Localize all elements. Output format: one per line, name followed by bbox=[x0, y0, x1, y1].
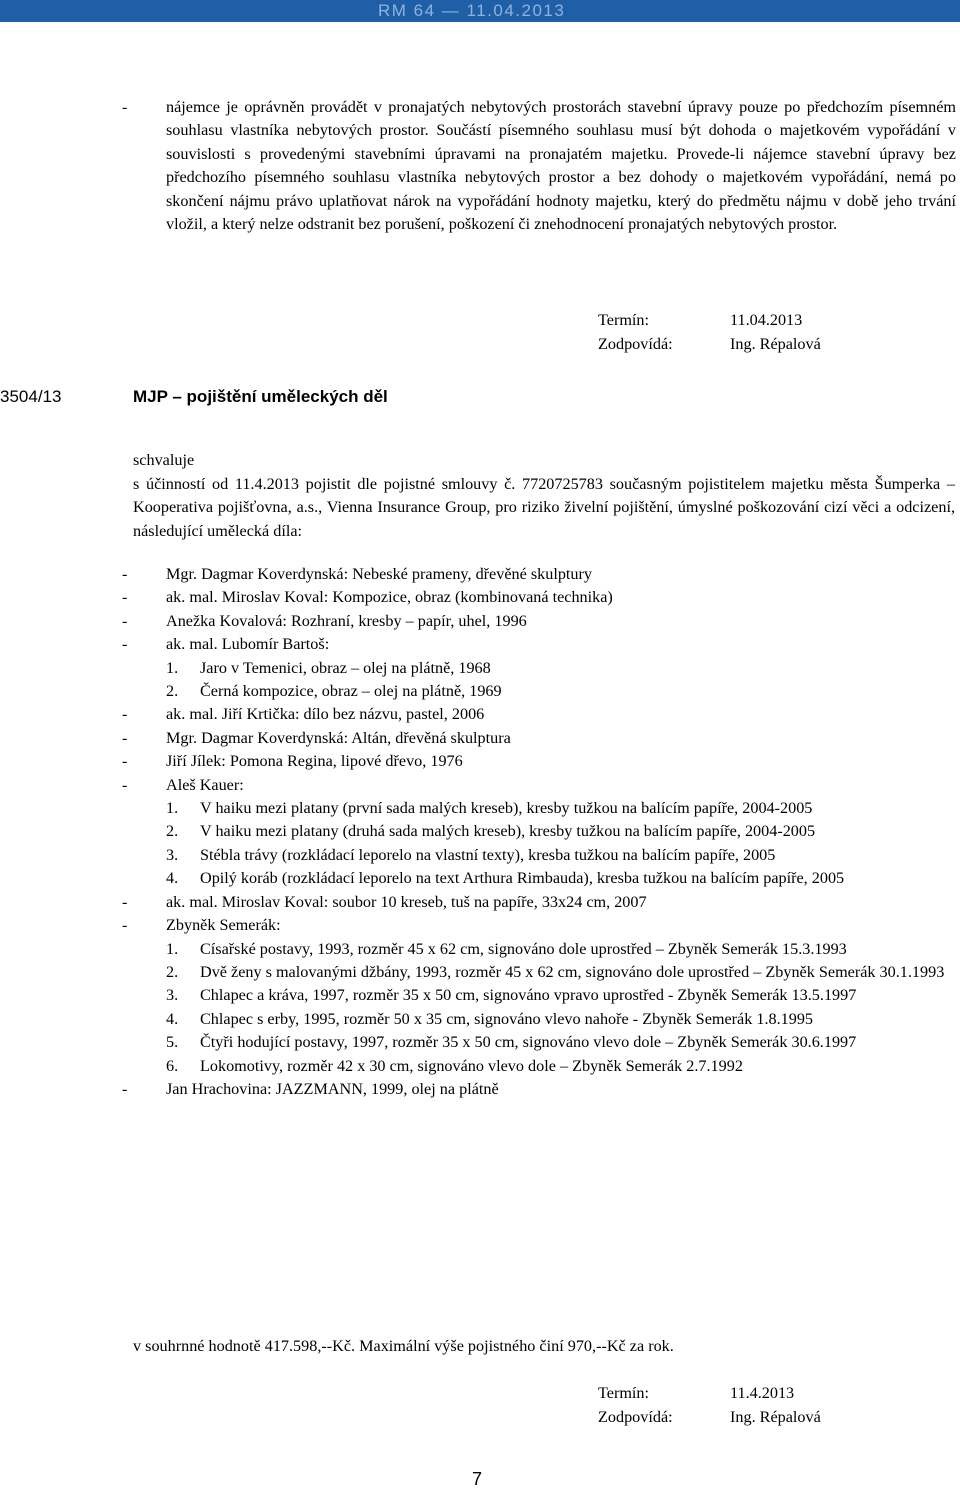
list-item-text: ak. mal. Lubomír Bartoš: bbox=[166, 635, 330, 654]
sub-item-number: 4. bbox=[166, 1009, 179, 1028]
item-number: 3504/13 bbox=[0, 387, 62, 406]
list-item-text: ak. mal. Jiří Krtička: dílo bez názvu, pastel, 2006 bbox=[166, 705, 485, 724]
sub-item-text: Opilý koráb (rozkládací leporelo na text Arthura Rimbauda), kresba tužkou na balícím papíře, 2005 bbox=[200, 869, 845, 888]
sub-item-number: 5. bbox=[166, 1033, 179, 1052]
list-item bbox=[0, 727, 960, 750]
list-item-text: Jan Hrachovina: JAZZMANN, 1999, olej na plátně bbox=[166, 1079, 499, 1098]
list-item bbox=[0, 703, 960, 726]
sub-item-number: 6. bbox=[166, 1056, 179, 1075]
sub-list-item bbox=[0, 1031, 960, 1054]
bullet-dash: - bbox=[122, 1079, 128, 1098]
item-title: MJP – pojištění uměleckých děl bbox=[133, 387, 388, 406]
termin-label: Termín: bbox=[598, 1384, 650, 1402]
sub-item-text: Stébla trávy (rozkládací leporelo na vlastní texty), kresba tužkou na balícím papíře, 2005 bbox=[200, 845, 776, 864]
intro-text: nájemce je oprávněn provádět v pronajatých nebytových prostorách stavební úpravy pouze po předchozím písemném souhlasu vlastníka nebytových prostor. Součástí písemného souhlasu musí být dohoda o majetkovém vypořádání v souvislosti s provedenými stavebními úpravami na pronajatém majetku. Provede-li nájemce stavební úpravy bez předchozího písemného souhlasu vlastníka nebytových prostor a bez dohody o majetkovém vypořádání, nemá po skončení nájmu právo uplatňovat nárok na vypořádání hodnoty majetku, který do předmětu nájmu v době jeho trvání vložil, a který nelze odstranit bez porušení, poškození či znehodnocení pronajatých nebytových prostor. bbox=[166, 98, 956, 234]
header-band bbox=[0, 0, 960, 22]
list-item-text: Mgr. Dagmar Koverdynská: Altán, dřevěná skulptura bbox=[166, 728, 511, 747]
sub-item-text: V haiku mezi platany (první sada malých kreseb), kresby tužkou na balícím papíře, 2004-2005 bbox=[200, 799, 813, 818]
list-item bbox=[0, 914, 960, 937]
sub-item-text: V haiku mezi platany (druhá sada malých kreseb), kresby tužkou na balícím papíře, 2004-2005 bbox=[200, 822, 816, 841]
sub-list-item bbox=[0, 961, 960, 984]
bullet-dash: - bbox=[122, 98, 128, 116]
sub-item-number: 1. bbox=[166, 799, 179, 818]
sub-item-text: Císařské postavy, 1993, rozměr 45 x 62 cm, signováno dole uprostřed – Zbyněk Semerák 15.3.1993 bbox=[200, 939, 847, 958]
list-item-text: Aleš Kauer: bbox=[166, 775, 244, 794]
sub-item-text: Lokomotivy, rozměr 42 x 30 cm, signováno vlevo dole – Zbyněk Semerák 2.7.1992 bbox=[200, 1056, 743, 1075]
list-item-text: Zbyněk Semerák: bbox=[166, 916, 281, 935]
sub-item-text: Dvě ženy s malovanými džbány, 1993, rozměr 45 x 62 cm, signováno dole uprostřed – Zbyněk Semerák 30.1.1993 bbox=[200, 962, 945, 981]
bullet-dash: - bbox=[122, 752, 128, 771]
termin-label: Termín: bbox=[598, 311, 650, 329]
sub-list-item bbox=[0, 844, 960, 867]
sub-list-item bbox=[0, 1055, 960, 1078]
list-item-text: Anežka Kovalová: Rozhraní, kresby – papír, uhel, 1996 bbox=[166, 611, 527, 630]
summary-text: v souhrnné hodnotě 417.598,--Kč. Maximální výše pojistného činí 970,--Kč za rok. bbox=[133, 1337, 674, 1355]
sub-list-item bbox=[0, 657, 960, 680]
bullet-dash: - bbox=[122, 588, 128, 607]
approve-word: schvaluje bbox=[133, 451, 195, 469]
list-item-text: Jiří Jílek: Pomona Regina, lipové dřevo, 1976 bbox=[166, 752, 463, 771]
sub-list-item bbox=[0, 797, 960, 820]
page-number: 7 bbox=[472, 1469, 483, 1489]
sub-item-text: Jaro v Temenici, obraz – olej na plátně, 1968 bbox=[200, 658, 491, 677]
sub-list-item bbox=[0, 1008, 960, 1031]
sub-item-number: 2. bbox=[166, 962, 179, 981]
list-item bbox=[0, 774, 960, 797]
sub-item-text: Chlapec a kráva, 1997, rozměr 35 x 50 cm, signováno vpravo uprostřed - Zbyněk Semerák 13.5.1997 bbox=[200, 986, 857, 1005]
resolution-text: s účinností od 11.4.2013 pojistit dle pojistné smlouvy č. 7720725783 současným pojistitelem majetku města Šumperka – Kooperativa pojišťovna, a.s., Vienna Insurance Group, pro riziko živelní pojištění, úmyslné poškozování cizí věci a odcizení, následující umělecká díla: bbox=[133, 475, 955, 540]
sub-list-item bbox=[0, 938, 960, 961]
sub-item-number: 3. bbox=[166, 845, 179, 864]
sub-item-number: 2. bbox=[166, 682, 179, 701]
bullet-dash: - bbox=[122, 611, 128, 630]
list-item bbox=[0, 1078, 960, 1101]
zodpovida-label: Zodpovídá: bbox=[598, 1408, 673, 1426]
intro-paragraph bbox=[0, 96, 960, 236]
bullet-dash: - bbox=[122, 728, 128, 747]
sub-list-item bbox=[0, 867, 960, 890]
bullet-dash: - bbox=[122, 892, 128, 911]
list-item bbox=[0, 563, 960, 586]
sub-item-number: 3. bbox=[166, 986, 179, 1005]
bullet-dash: - bbox=[122, 705, 128, 724]
list-item bbox=[0, 633, 960, 656]
list-item-text: Mgr. Dagmar Koverdynská: Nebeské prameny, dřevěné skulptury bbox=[166, 565, 592, 583]
sub-item-number: 2. bbox=[166, 822, 179, 841]
header-text: RM 64 — 11.04.2013 bbox=[378, 1, 566, 20]
bullet-dash: - bbox=[122, 775, 128, 794]
zodpovida-value: Ing. Répalová bbox=[730, 1408, 821, 1426]
sub-item-number: 1. bbox=[166, 658, 179, 677]
sub-item-text: Čtyři hodující postavy, 1997, rozměr 35 x 50 cm, signováno vlevo dole – Zbyněk Semerák 30.6.1997 bbox=[200, 1033, 857, 1052]
list-item bbox=[0, 610, 960, 633]
termin-value: 11.4.2013 bbox=[730, 1384, 795, 1402]
sub-item-text: Černá kompozice, obraz – olej na plátně, 1969 bbox=[200, 682, 502, 701]
sub-item-text: Chlapec s erby, 1995, rozměr 50 x 35 cm, signováno vlevo nahoře - Zbyněk Semerák 1.8.1995 bbox=[200, 1009, 814, 1028]
sub-item-number: 1. bbox=[166, 939, 179, 958]
list-item bbox=[0, 750, 960, 773]
bullet-dash: - bbox=[122, 565, 128, 583]
zodpovida-value: Ing. Répalová bbox=[730, 335, 821, 353]
list-item-text: ak. mal. Miroslav Koval: Kompozice, obraz (kombinovaná technika) bbox=[166, 588, 613, 607]
zodpovida-label: Zodpovídá: bbox=[598, 335, 673, 353]
termin-value: 11.04.2013 bbox=[730, 311, 803, 329]
list-item bbox=[0, 586, 960, 609]
list-item-text: ak. mal. Miroslav Koval: soubor 10 kreseb, tuš na papíře, 33x24 cm, 2007 bbox=[166, 892, 647, 911]
bullet-dash: - bbox=[122, 635, 128, 654]
sub-list-item bbox=[0, 820, 960, 843]
artwork-list bbox=[0, 563, 960, 1101]
sub-list-item bbox=[0, 680, 960, 703]
bullet-dash: - bbox=[122, 916, 128, 935]
list-item bbox=[0, 891, 960, 914]
sub-item-number: 4. bbox=[166, 869, 179, 888]
sub-list-item bbox=[0, 984, 960, 1007]
